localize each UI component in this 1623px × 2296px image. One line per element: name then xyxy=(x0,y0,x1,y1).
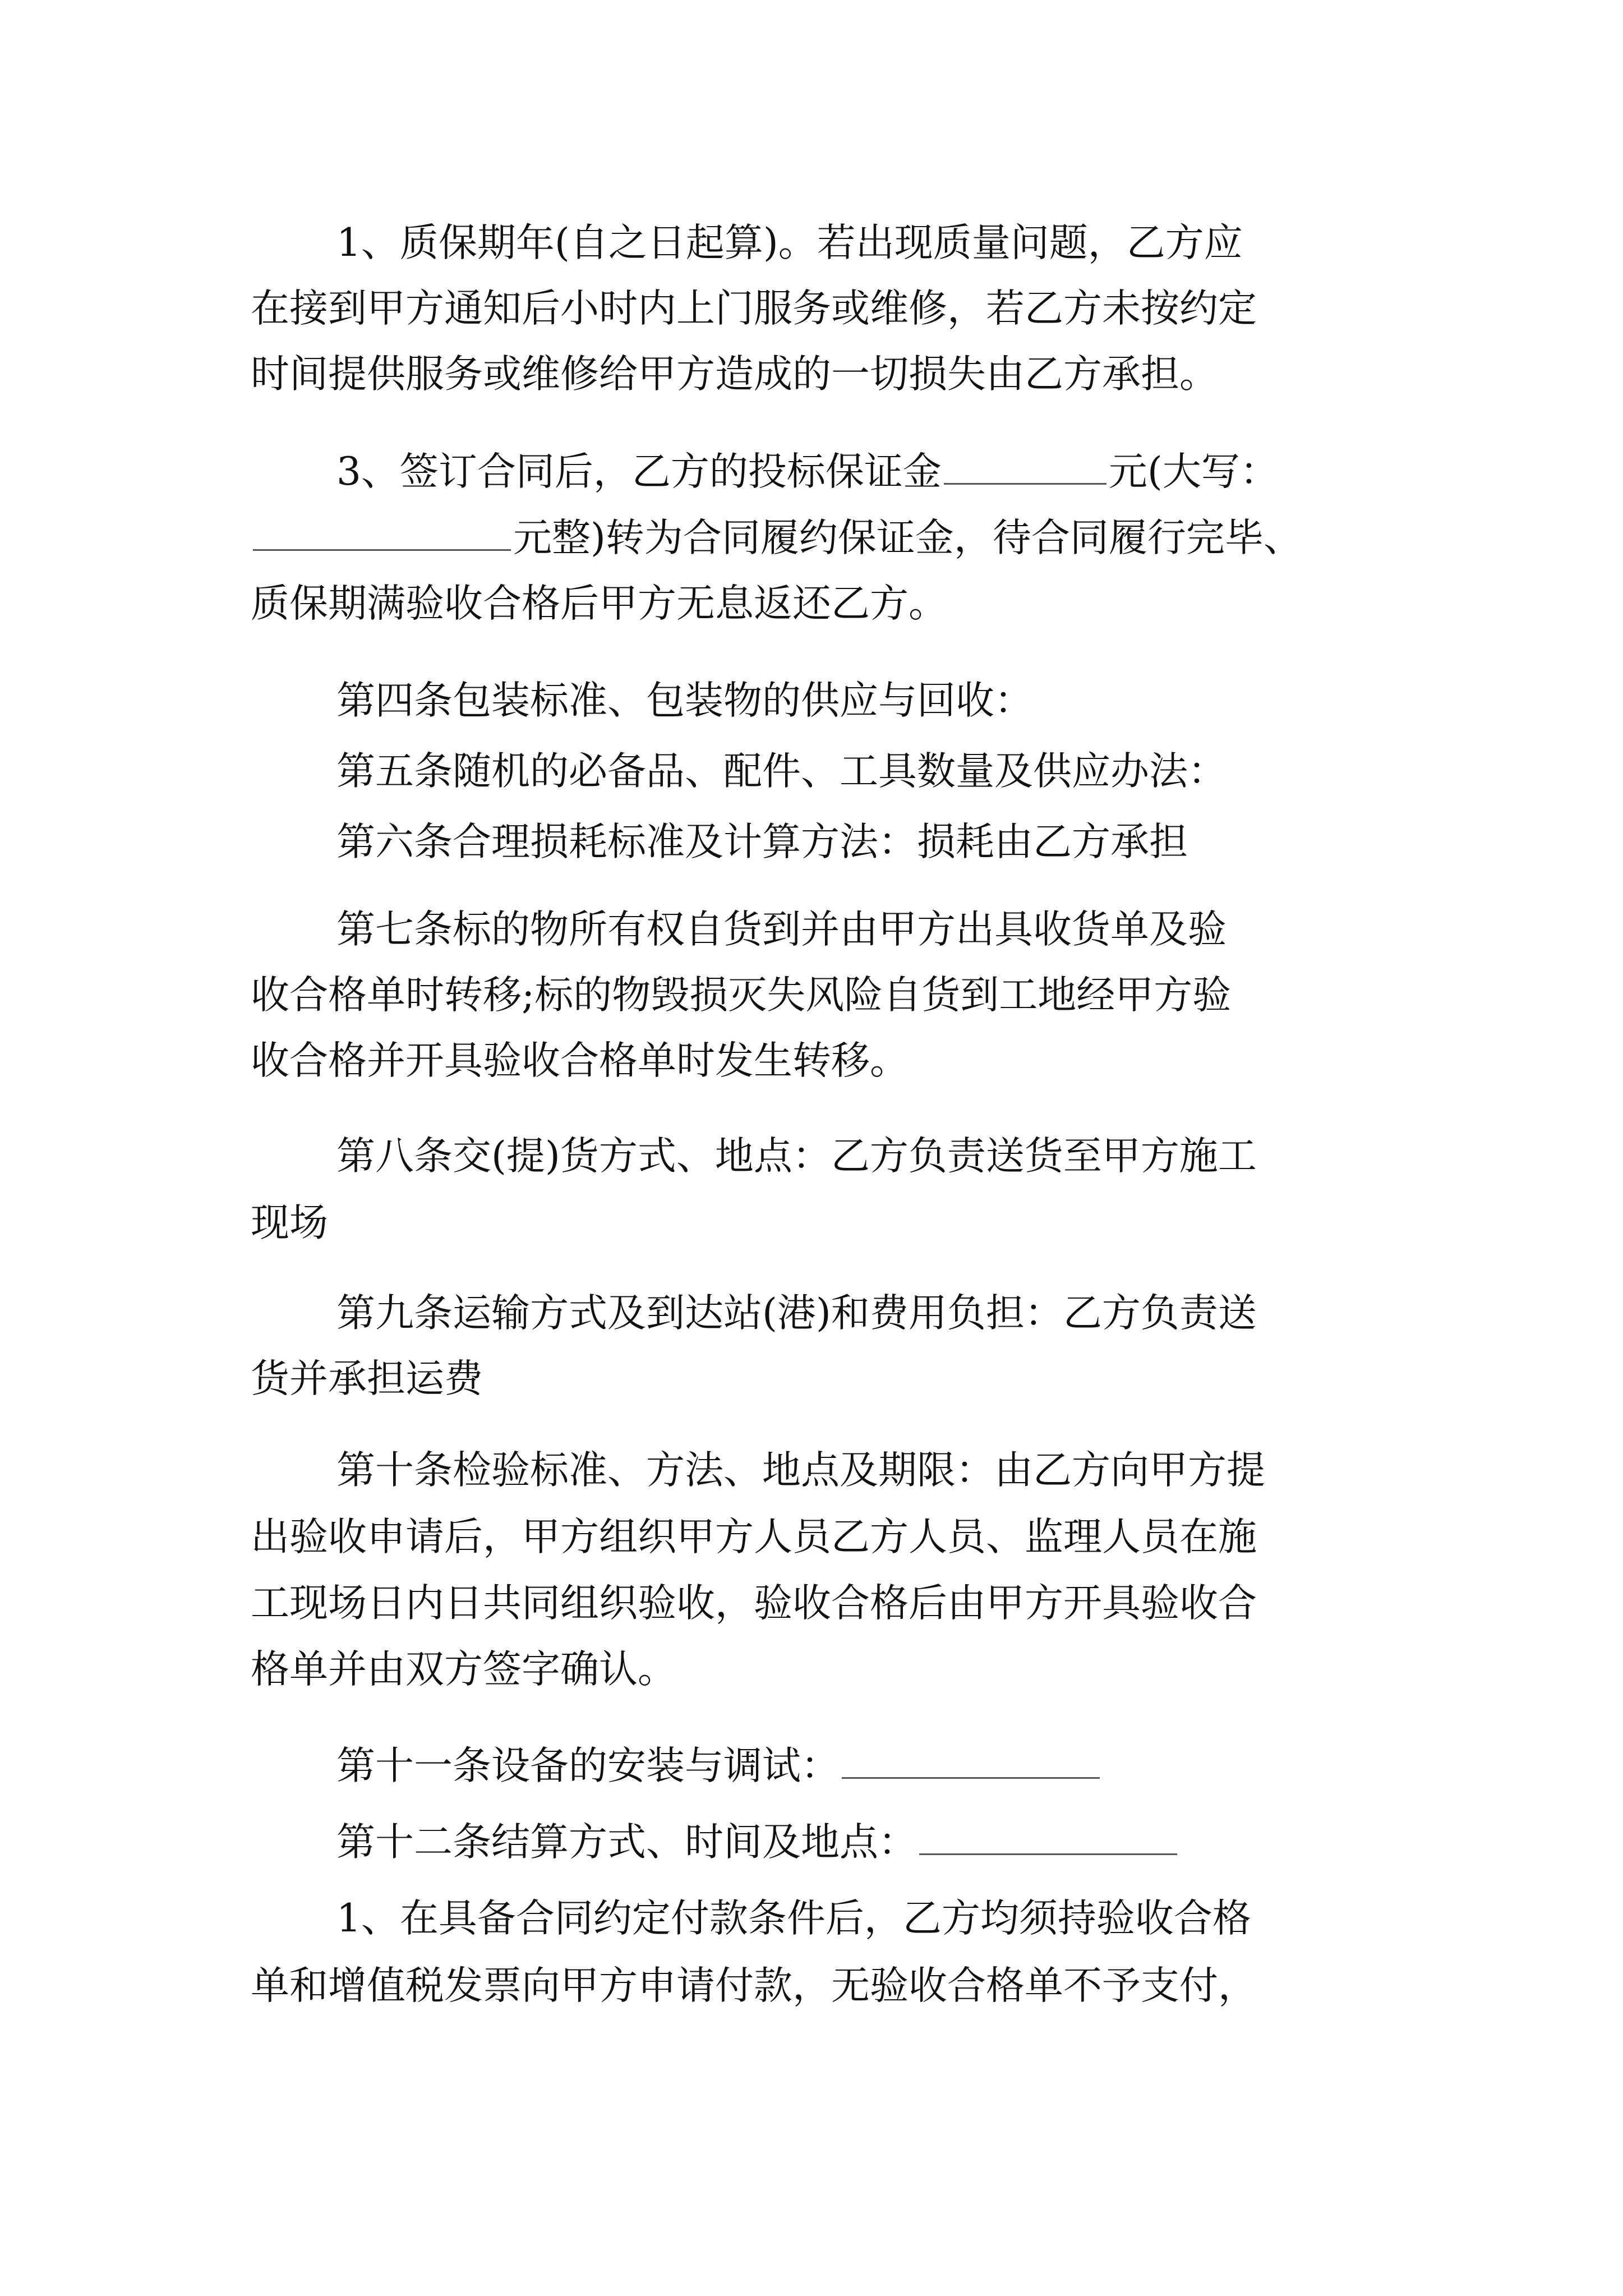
paragraph-line: 收合格单时转移;标的物毁损灭失风险自货到工地经甲方验 xyxy=(251,973,1232,1018)
paragraph-line: 第四条包装标准、包装物的供应与回收： xyxy=(336,678,1033,723)
paragraph-line: 现场 xyxy=(251,1200,328,1245)
paragraph-line: 第七条标的物所有权自货到并由甲方出具收货单及验 xyxy=(336,907,1227,952)
paragraph-line: 时间提供服务或维修给甲方造成的一切损失由乙方承担。 xyxy=(251,352,1218,397)
paragraph-line: 第十条检验标准、方法、地点及期限：由乙方向甲方提 xyxy=(336,1448,1265,1493)
paragraph-line: 第五条随机的必备品、配件、工具数量及供应办法： xyxy=(336,749,1227,794)
paragraph-line: 3、签订合同后，乙方的投标保证金 元(大写： xyxy=(336,449,1279,494)
paragraph-line: 第六条合理损耗标准及计算方法：损耗由乙方承担 xyxy=(336,820,1188,864)
paragraph-line: 1、质保期年(自之日起算)。若出现质量问题，乙方应 xyxy=(336,220,1243,265)
paragraph-line: 第八条交(提)货方式、地点：乙方负责送货至甲方施工 xyxy=(336,1134,1257,1179)
paragraph-line: 元整)转为合同履约保证金，待合同履行完毕、 xyxy=(251,511,1302,565)
paragraph-line: 第十二条结算方式、时间及地点： xyxy=(336,1815,1179,1869)
paragraph-line: 单和增值税发票向甲方申请付款，无验收合格单不予支付， xyxy=(251,1963,1257,2008)
paragraph-line: 出验收申请后，甲方组织甲方人员乙方人员、监理人员在施 xyxy=(251,1515,1257,1559)
paragraph-line: 1、在具备合同约定付款条件后，乙方均须持验收合格 xyxy=(336,1896,1251,1941)
fill-in-blank[interactable] xyxy=(253,516,511,551)
paragraph-line: 第十一条设备的安装与调试： xyxy=(336,1739,1102,1793)
paragraph-line: 货并承担运费 xyxy=(251,1356,483,1401)
fill-in-blank[interactable] xyxy=(919,1820,1177,1855)
paragraph-line: 工现场日内日共同组织验收，验收合格后由甲方开具验收合 xyxy=(251,1581,1257,1626)
fill-in-blank[interactable] xyxy=(944,449,1106,485)
paragraph-line: 收合格并开具验收合格单时发生转移。 xyxy=(251,1038,909,1083)
fill-in-blank[interactable] xyxy=(842,1743,1100,1779)
paragraph-line: 在接到甲方通知后小时内上门服务或维修，若乙方未按约定 xyxy=(251,286,1257,331)
paragraph-line: 第九条运输方式及到达站(港)和费用负担：乙方负责送 xyxy=(336,1291,1257,1336)
paragraph-line: 格单并由双方签字确认。 xyxy=(251,1647,676,1692)
paragraph-line: 质保期满验收合格后甲方无息返还乙方。 xyxy=(251,581,947,626)
